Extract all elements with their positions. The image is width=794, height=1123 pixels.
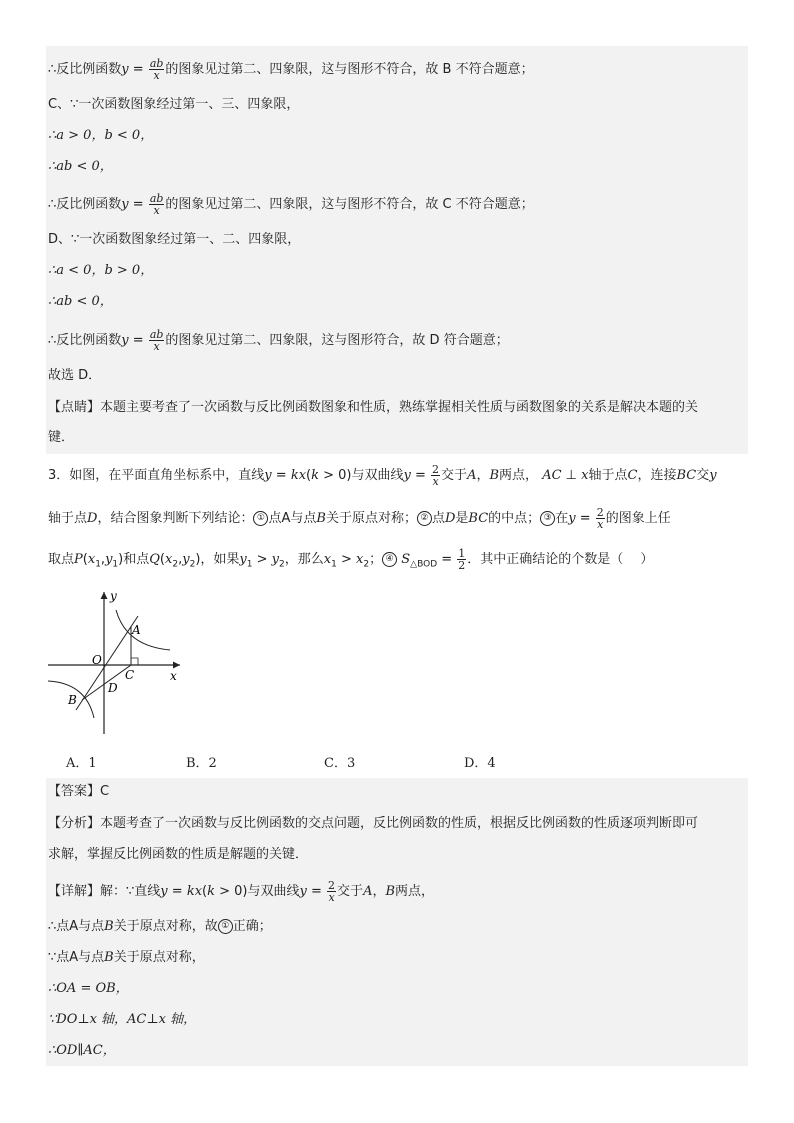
label-A: A bbox=[132, 623, 141, 637]
solution-line: ∴反比例函数y = $\frac{ab}{x}$ 的图象见过第二、四象限，这与图形不符合，故 B 不符合题意； bbox=[48, 57, 534, 82]
fraction-2-over-x: $\frac{2}{x}$ bbox=[596, 506, 604, 531]
option-c: C．3 bbox=[324, 756, 356, 771]
fraction-1-over-2: $\frac{1}{2}$ bbox=[458, 547, 466, 572]
coordinate-diagram bbox=[46, 588, 186, 738]
analysis-line: 求解，掌握反比例函数的性质是解题的关键． bbox=[48, 847, 309, 862]
detail-line: ∵点A与点B关于原点对称， bbox=[48, 950, 205, 965]
hyperbola-branch-q1 bbox=[116, 610, 170, 650]
solution-line: C、∵一次函数图象经过第一、三、四象限， bbox=[48, 97, 300, 112]
line-AB bbox=[76, 616, 138, 710]
detail-line: ∴OA = OB， bbox=[48, 981, 129, 996]
solution-line: ∴ab < 0， bbox=[48, 294, 113, 309]
fraction-ab-over-x: $\frac{ab}{x}$ bbox=[149, 328, 164, 353]
question-line-1: 3．如图，在平面直角坐标系中，直线y = kx(k > 0)与双曲线y = $\frac{2}{x}$ 交于A，B两点， AC ⊥ x轴于点C，连接BC交y bbox=[48, 463, 717, 488]
detail-line: 【详解】解：∵直线y = kx(k > 0)与双曲线y = $\frac{2}{x}$ 交于A，B两点， bbox=[48, 879, 435, 904]
detail-line: ∴OD∥AC， bbox=[48, 1043, 116, 1058]
fraction-2-over-x: $\frac{2}{x}$ bbox=[328, 879, 336, 904]
label-x: x bbox=[170, 669, 177, 683]
solution-line: ∴ab < 0， bbox=[48, 159, 113, 174]
right-angle-mark bbox=[131, 658, 138, 665]
detail-line: ∵DO⊥x 轴，AC⊥x 轴， bbox=[48, 1012, 197, 1027]
key-point-line: 【点睛】本题主要考查了一次函数与反比例函数图象和性质，熟练掌握相关性质与函数图象的关系是解决本题的关 bbox=[48, 400, 699, 415]
fraction-ab-over-x: $\frac{ab}{x}$ bbox=[149, 57, 164, 82]
label-C: C bbox=[125, 668, 135, 682]
option-d: D．4 bbox=[464, 756, 496, 771]
label-y: y bbox=[110, 589, 117, 603]
key-point-line: 键． bbox=[48, 430, 75, 445]
solution-line: 故选 D． bbox=[48, 368, 102, 383]
option-b: B．2 bbox=[186, 756, 217, 771]
answer-line: 【答案】C bbox=[48, 784, 110, 799]
fraction-ab-over-x: $\frac{ab}{x}$ bbox=[149, 192, 164, 217]
solution-line: ∴a > 0，b < 0， bbox=[48, 128, 154, 143]
label-B: B bbox=[68, 693, 77, 707]
label-D: D bbox=[108, 681, 118, 695]
solution-line: ∴反比例函数y = $\frac{ab}{x}$ 的图象见过第二、四象限，这与图形符合，故 D 符合题意； bbox=[48, 328, 509, 353]
analysis-line: 【分析】本题考查了一次函数与反比例函数的交点问题，反比例函数的性质，根据反比例函数的性质逐项判断即可 bbox=[48, 816, 699, 831]
solution-line: ∴反比例函数y = $\frac{ab}{x}$ 的图象见过第二、四象限，这与图形不符合，故 C 不符合题意； bbox=[48, 192, 534, 217]
question-line-2: 轴于点D，结合图象判断下列结论： ① 点A与点B关于原点对称； ② 点D是BC的中点； ③ 在y = $\frac{2}{x}$ 的图象上任 bbox=[48, 506, 671, 531]
option-a: A．1 bbox=[66, 756, 97, 771]
solution-line: D、∵一次函数图象经过第一、二、四象限， bbox=[48, 232, 301, 247]
question-line-3: 取点$P(x_1,y_1)$和点$Q(x_2,y_2)$，如果$y_1 > y_2$，那么$x_1 > x_2$； ④ $S_{\triangle BOD}$ = $\frac{1}{2}$ ．其中正确结论的个数是（ ） bbox=[48, 547, 654, 572]
detail-line: ∴点A与点B关于原点对称，故 ① 正确； bbox=[48, 919, 272, 934]
segment-BC bbox=[82, 665, 131, 700]
solution-line: ∴a < 0，b > 0， bbox=[48, 263, 154, 278]
fraction-2-over-x: $\frac{2}{x}$ bbox=[432, 463, 440, 488]
label-O: O bbox=[92, 653, 102, 667]
